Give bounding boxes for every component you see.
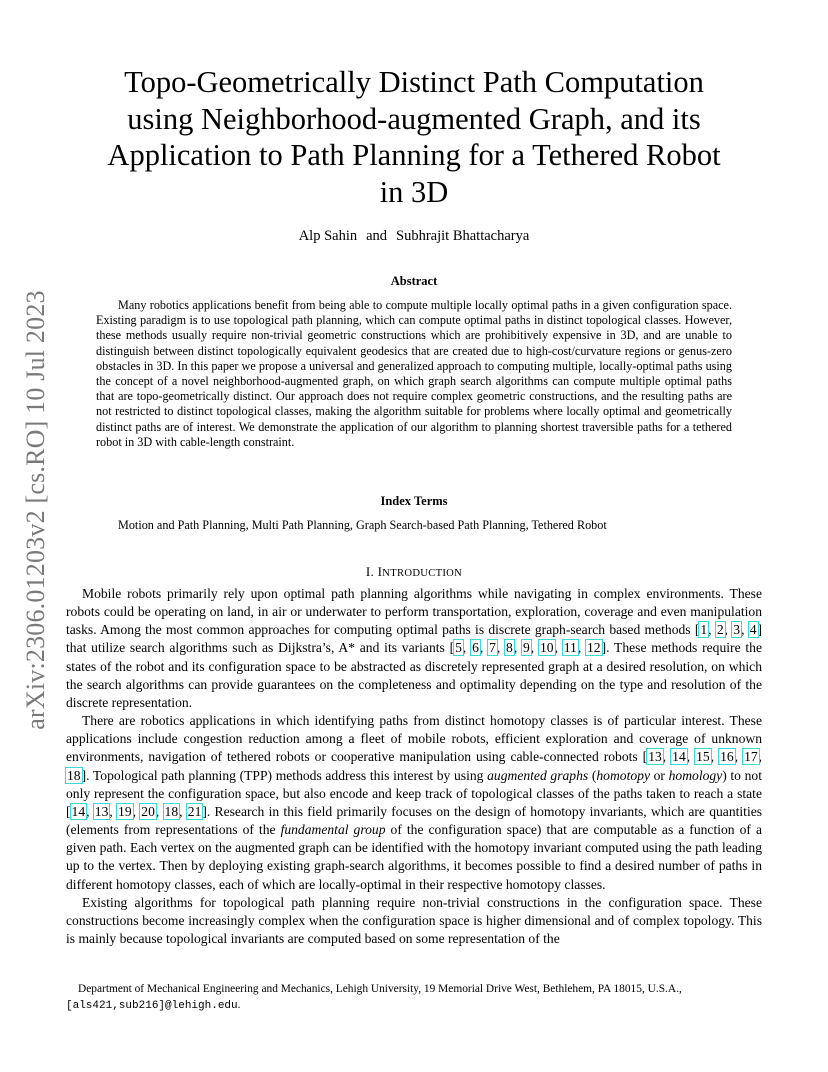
citation-link[interactable]: 5 [455,640,462,656]
paragraph-3: Existing algorithms for topological path planning require non-trivial constructions in the configuration space. These constructions become increasingly complex when the configuration space is higher dimensional and of complex topology. This is mainly because topological invariants are computed based on some representation of the [66,894,762,946]
citation-link[interactable]: 2 [716,622,724,638]
paragraph-1 [66,585,762,712]
arxiv-identifier-text: arXiv:2306.01203v2 [cs.RO] 10 Jul 2023 [21,290,50,730]
footnote-period: . [237,998,241,1011]
paragraph-text: of the configuration space) that are computable as a function of a given path. Each vertex on the augmented graph can be identified with the homotopy invariant computed using the path leading up to the vertex. Then by deploying existing graph-search algorithms, it becomes possible to find a desired number of paths in different homotopy classes, each of which are locally-optimal in their respective homotopy classes. [66,822,762,892]
emphasis-text: homology [668,767,723,783]
section-initial: I [377,564,383,579]
paper-title [60,64,768,210]
citation-link[interactable]: 20 [141,803,155,819]
author-name: Alp Sahin [298,228,358,244]
citation-link[interactable]: 11 [563,640,577,656]
title-line: using Neighborhood-augmented Graph, and its [127,101,701,136]
email-address[interactable]: [als421,sub216]@lehigh.edu [66,999,238,1012]
citation-link[interactable]: 21 [187,803,202,819]
paragraph-text: ]. These methods require the states of the robot and its configuration space to be abstracted as discretely represented graph at a desired resolution, on which the search algorithms can provide guarantees on the completeness and optimality depending on the type and resolution of the discrete representation. [66,640,762,710]
abstract-text: Many robotics applications benefit from being able to compute multiple locally optimal paths in a given configuration space. Existing paradigm is to use topological path planning, which can compute optimal paths in distinct topological classes. However, these methods usually require non-trivial geometric constructions which are prohibitively expensive in 3D, and are unable to distinguish between distinct topologically equivalent geodesics that are created due to high-cost/curvature regions or genus-zero obstacles in 3D. In this paper we propose a universal and generalized approach to computing multiple, locally-optimal paths using the concept of a novel neighborhood-augmented graph, on which graph search algorithms can compute multiple optimal paths that are topo-geometrically distinct. Our approach does not require complex geometric constructions, and the resulting paths are not restricted to distinct topological classes, making the algorithm suitable for problems where locally optimal and geometrically distinct paths are of interest. We demonstrate the application of our algorithm to planning shortest traversible paths for a tethered robot in 3D with cable-length constraint. [96,298,732,449]
citation-link[interactable]: 1 [700,622,708,638]
citation-link[interactable]: 14 [71,803,86,819]
title-line: in 3D [379,174,449,209]
title-line: Topo-Geometrically Distinct Path Computation [124,65,704,99]
index-terms-text: Motion and Path Planning, Multi Path Planning, Graph Search-based Path Planning, Tethered Robot [118,518,607,532]
author-name: Subhrajit Bhattacharya [396,228,530,244]
title-line: Application to Path Planning for a Tethered Robot [107,138,721,172]
citation-group: 13, 14, 15, 16, 17, 18 [67,749,763,783]
citation-link[interactable]: 8 [506,640,513,656]
citation-link[interactable]: 6 [472,640,479,656]
body-text [66,585,762,948]
paragraph-text: or [649,767,669,783]
section-heading [60,564,768,580]
citation-link[interactable]: 18 [67,767,81,783]
citation-link[interactable]: 10 [539,640,554,656]
paragraph-text: There are robotics applications in which identifying paths from distinct homotopy classes is of particular interest. These applications include congestion reduction among a fleet of mobile robots, efficient exploration and coverage of unknown environments, navigation of tethered robots or cooperative manipulation using cable-connected robots [ [66,713,762,765]
citation-link[interactable]: 14 [672,749,686,765]
abstract-heading: Abstract [390,274,438,288]
citation-link[interactable]: 13 [648,749,662,765]
arxiv-identifier [14,290,58,730]
emphasis-text: homotopy [596,767,650,783]
citation-link[interactable]: 16 [720,749,734,765]
footnote-text: Department of Mechanical Engineering and Mechanics, Lehigh University, 19 Memorial Drive West, Bethlehem, PA 18015, U.S.A., [78,983,682,995]
citation-link[interactable]: 18 [164,803,179,819]
citation-link[interactable]: 13 [94,803,109,819]
paragraph-2 [66,712,762,894]
citation-link[interactable]: 4 [749,622,757,638]
paragraph-text: Mobile robots primarily rely upon optimal path planning algorithms while navigating in complex environments. These robots could be operating on land, in air or underwater to perform transportation, exploration, coverage and even manipulation tasks. Among the most common approaches for computing optimal paths is discrete graph-search based methods [ [66,586,762,638]
citation-link[interactable]: 17 [744,749,758,765]
citation-link[interactable]: 3 [733,622,741,638]
author-separator: and [366,228,388,244]
citation-link[interactable]: 12 [587,640,601,656]
citation-link[interactable]: 15 [696,749,710,765]
citation-group: 14, 13, 19, 20, 18, 21 [71,803,202,819]
emphasis-text: augmented graphs [487,767,589,783]
emphasis-text: fundamental group [280,822,386,838]
citation-link[interactable]: 7 [489,640,496,656]
paragraph-text: ]. Research in this field primarily focuses on the design of homotopy invariants, which are quantities (elements from representations of the [66,803,763,838]
citation-group: 1, 2, 3, 4 [700,622,757,638]
author-list [60,228,768,245]
section-title-rest: NTRODUCTION [382,568,463,579]
affiliation-footnote [66,982,762,1014]
paragraph-text: ]. Topological path planning (TPP) methods address this interest by using [81,767,488,783]
paragraph-text: ] that utilize search algorithms such as Dijkstra’s, A* and its variants [ [66,622,763,656]
paragraph-text: ( [588,767,597,783]
citation-link[interactable]: 19 [118,803,132,819]
citation-link[interactable]: 9 [523,640,530,656]
index-terms-heading: Index Terms [380,494,448,508]
section-number: I. [365,564,378,579]
citation-group: 5, 6, 7, 8, 9, 10, 11, 12 [455,640,601,656]
paragraph-text: ) to not only represent the configuration space, but also encode and keep track of topological classes of the paths taken to reach a state [ [66,767,762,819]
